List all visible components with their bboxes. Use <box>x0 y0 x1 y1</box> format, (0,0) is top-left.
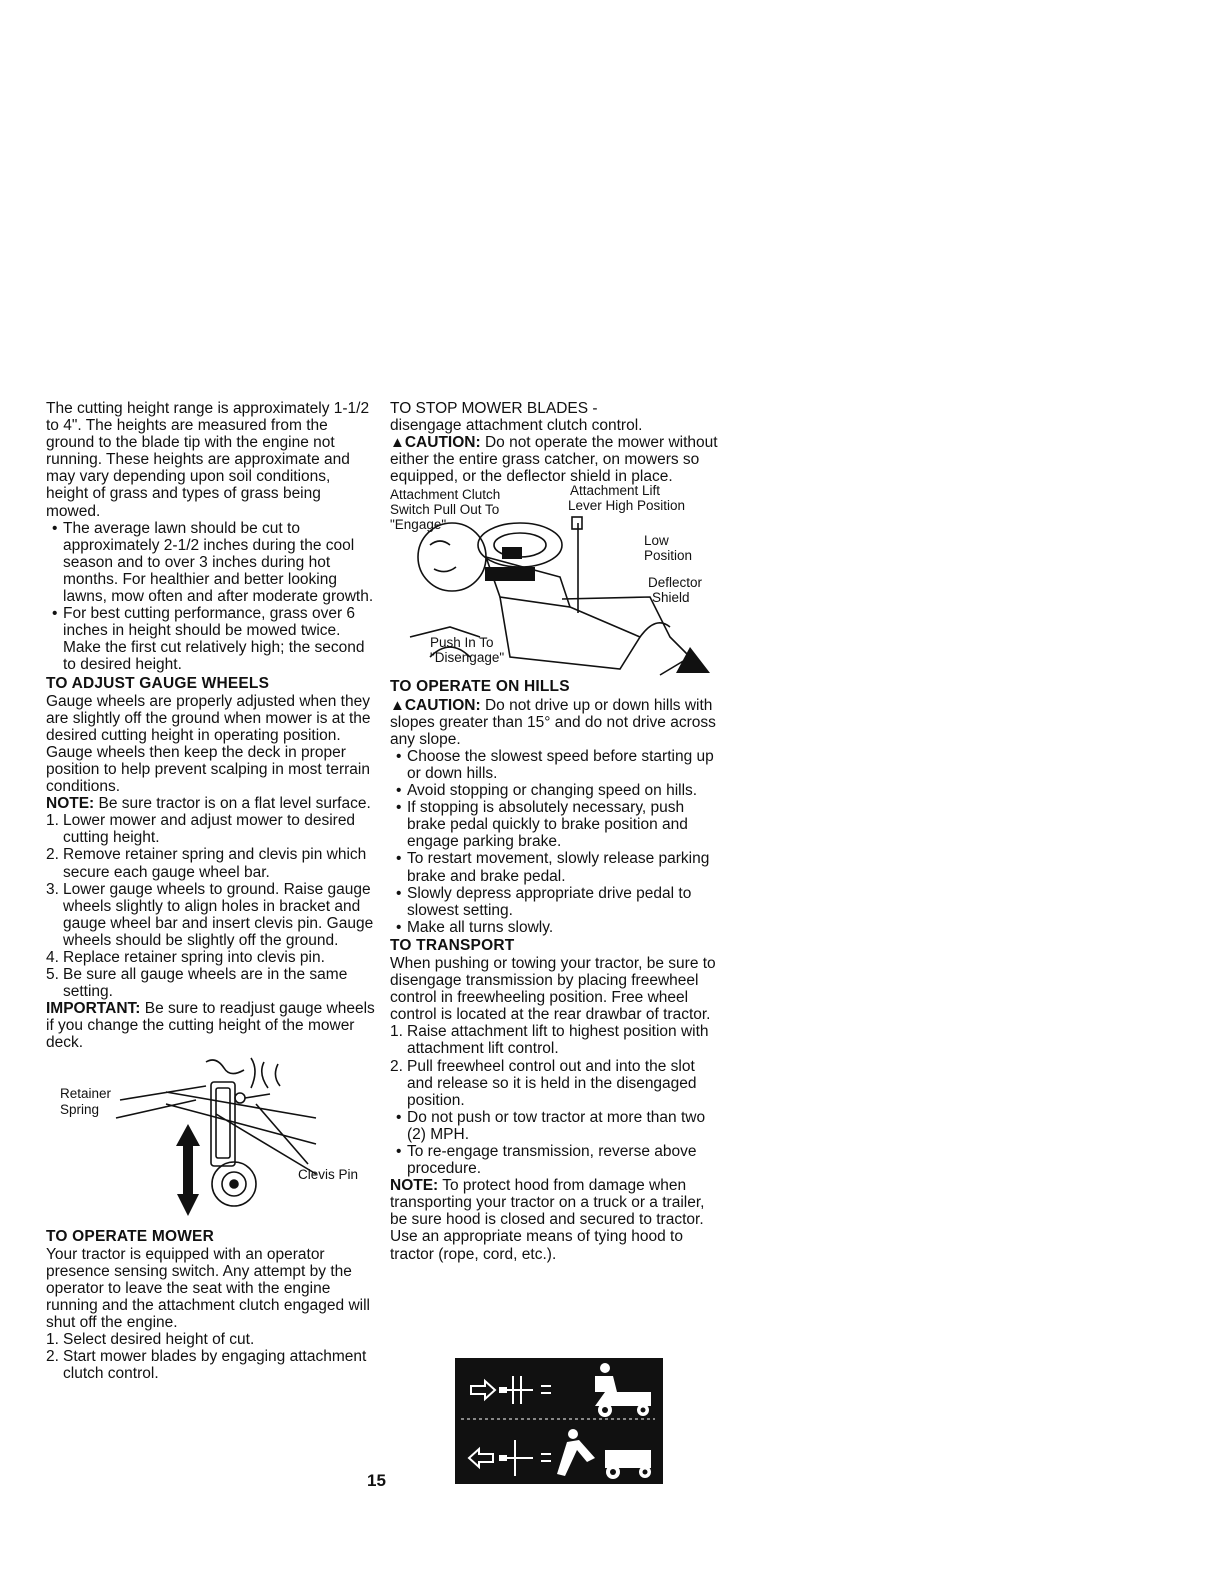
low-label-line2: Position <box>644 548 693 564</box>
clutch-label-line1: Attachment Clutch <box>390 487 501 503</box>
note-text: To protect hood from damage when transporting your tractor on a truck or a trailer, be sure hood is closed and secured to tractor. Use an appropriate means of tying hood to tractor (rope, cord, etc.). <box>390 1177 705 1263</box>
operate-steps-list <box>46 1331 376 1382</box>
gauge-wheel-figure <box>46 1054 376 1222</box>
caution-hills <box>390 697 720 748</box>
list-item <box>390 1023 720 1057</box>
caution-label: CAUTION: <box>404 434 481 452</box>
deflector-label-line2: Shield <box>652 590 690 606</box>
intro-bullet-list <box>46 520 376 674</box>
list-item <box>46 949 376 966</box>
important-note <box>46 1000 376 1051</box>
gauge-wheel-illustration <box>46 1054 376 1222</box>
list-item: • The average lawn should be cut to approximately 2-1/2 inches during the cool season and to over 3 inches during hot months. For healthier and better looking lawns, mow often and after moderate growth. <box>46 520 376 605</box>
step-text: Lower gauge wheels to ground. Raise gauge wheels slightly to align holes in bracket and gauge wheel bar and insert clevis pin. Gauge wheels should be slightly off the ground. <box>63 880 374 949</box>
clevis-pin-label: Clevis Pin <box>298 1166 359 1182</box>
stop-blades-text: disengage attachment clutch control. <box>390 417 643 435</box>
list-item <box>46 812 376 846</box>
list-item: • Avoid stopping or changing speed on hills. <box>390 782 720 799</box>
lift-label-line2: Lever High Position <box>568 498 686 514</box>
important-text: Be sure to readjust gauge wheels if you change the cutting height of the mower deck. <box>46 1000 375 1052</box>
lift-label-line1: Attachment Lift <box>570 483 661 499</box>
list-item <box>46 1331 376 1348</box>
page-number: 15 <box>367 1471 386 1490</box>
clutch-figure <box>390 483 720 677</box>
freewheel-decal-illustration <box>455 1358 663 1484</box>
list-item: • For best cutting performance, grass over 6 inches in height should be mowed twice. Make the first cut relatively high; the second to desired height. <box>46 605 376 673</box>
operate-mower-heading: TO OPERATE MOWER <box>46 1227 214 1245</box>
note-text: Be sure tractor is on a flat level surface. <box>94 795 371 813</box>
push-label-line1: Push In To <box>430 635 494 651</box>
note-label: NOTE: <box>390 1177 439 1195</box>
caution-deflector <box>390 434 720 485</box>
list-item: • Make all turns slowly. <box>390 919 720 936</box>
list-item: • If stopping is absolutely necessary, push brake pedal quickly to brake position and engage parking brake. <box>390 799 720 850</box>
step-number: 5. <box>46 966 59 984</box>
gauge-wheels-paragraph: Gauge wheels are properly adjusted when they are slightly off the ground when mower is at the desired cutting height in operating position. Gauge wheels then keep the deck in proper position to help prevent scalping in most terrain conditions. <box>46 692 371 796</box>
clutch-label-line3: "Engage" <box>390 517 447 533</box>
warning-triangle-icon: ▲ <box>390 696 405 714</box>
transport-heading: TO TRANSPORT <box>390 936 515 954</box>
hills-heading: TO OPERATE ON HILLS <box>390 678 570 696</box>
note-label: NOTE: <box>46 795 95 813</box>
step-text: Replace retainer spring into clevis pin. <box>63 949 325 966</box>
intro-paragraph: The cutting height range is approximately 1-1/2 to 4". The heights are measured from the ground to the blade tip with the engine not running. These heights are approximate and may vary depending upon soil conditions, height of grass and types of grass being mowed. <box>46 400 370 520</box>
step-number: 2. <box>390 1057 403 1075</box>
deflector-label-line1: Deflector <box>648 575 703 591</box>
step-text: Lower mower and adjust mower to desired cutting height. <box>63 812 356 847</box>
step-text: Pull freewheel control out and into the slot and release so it is held in the disengaged position. <box>407 1057 697 1109</box>
step-text: Remove retainer spring and clevis pin which secure each gauge wheel bar. <box>63 846 367 881</box>
step-number: 2. <box>46 1348 59 1366</box>
gauge-steps-list <box>46 812 376 1000</box>
clutch-label-line2: Switch Pull Out To <box>390 502 500 518</box>
list-item: • To restart movement, slowly release parking brake and brake pedal. <box>390 850 720 884</box>
list-item: • To re-engage transmission, reverse above procedure. <box>390 1143 720 1177</box>
step-text: Start mower blades by engaging attachment clutch control. <box>63 1348 367 1383</box>
gauge-note <box>46 795 376 812</box>
list-item: • Do not push or tow tractor at more than two (2) MPH. <box>390 1109 720 1143</box>
transport-paragraph: When pushing or towing your tractor, be sure to disengage transmission by placing freewheel control in freewheeling position. Free wheel control is located at the rear drawbar of tractor. <box>390 954 716 1024</box>
step-number: 2. <box>46 846 59 864</box>
stop-blades-heading: TO STOP MOWER BLADES - <box>390 400 598 417</box>
step-number: 1. <box>390 1023 403 1041</box>
transport-steps-list <box>390 1023 720 1108</box>
list-item <box>46 1348 376 1382</box>
step-number: 1. <box>46 812 59 830</box>
list-item <box>46 966 376 1000</box>
step-text: Be sure all gauge wheels are in the same setting. <box>63 966 348 1001</box>
step-number: 3. <box>46 880 59 898</box>
low-label-line1: Low <box>644 533 669 549</box>
caution-label: CAUTION: <box>404 696 481 714</box>
left-column <box>46 400 376 1382</box>
transport-bullet-list <box>390 1109 720 1177</box>
step-text: Select desired height of cut. <box>63 1331 255 1349</box>
caution-text: Do not drive up or down hills with slopes greater than 15° and do not drive across any slope. <box>390 696 716 748</box>
list-item <box>390 1058 720 1109</box>
push-label-line2: "Disengage" <box>430 650 505 666</box>
step-text: Raise attachment lift to highest position with attachment lift control. <box>407 1023 709 1058</box>
warning-triangle-icon: ▲ <box>390 434 405 452</box>
retainer-label: Retainer <box>60 1085 112 1101</box>
list-item <box>46 846 376 880</box>
important-label: IMPORTANT: <box>46 1000 141 1018</box>
freewheel-decal <box>455 1358 663 1484</box>
caution-text: Do not operate the mower without either the entire grass catcher, on mowers so equipped, or the deflector shield in place. <box>390 434 718 486</box>
hills-bullet-list <box>390 748 720 936</box>
list-item: • Slowly depress appropriate drive pedal to slowest setting. <box>390 885 720 919</box>
operate-mower-paragraph: Your tractor is equipped with an operator presence sensing switch. Any attempt by the operator to leave the seat with the engine running and the attachment clutch engaged will shut off the engine. <box>46 1245 370 1332</box>
transport-note <box>390 1177 720 1262</box>
spring-label: Spring <box>60 1101 100 1117</box>
gauge-wheels-heading: TO ADJUST GAUGE WHEELS <box>46 674 270 692</box>
step-number: 4. <box>46 949 59 966</box>
list-item: • Choose the slowest speed before starting up or down hills. <box>390 748 720 782</box>
list-item <box>46 881 376 949</box>
step-number: 1. <box>46 1331 59 1349</box>
right-column <box>390 400 720 1263</box>
